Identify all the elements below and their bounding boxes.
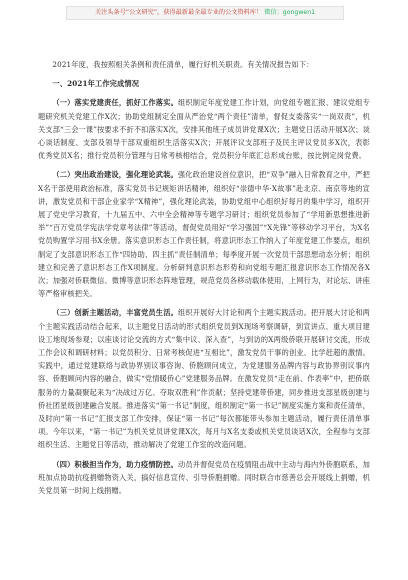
section-heading: 一、2021年工作完成情况 <box>52 79 140 89</box>
item-paragraph <box>38 96 370 162</box>
item-body: 组织开展好大讨论和两个主题实践活动。把开展大讨论和两个主题实践活动结合起来，以主题党日活动的形式组织党员到X现场考察调研，到宣讲点、重大项目建设工地现场参观；以座谈讨论交流的方式“集中议、深入查”，与到访的X两级侨联开展研讨交流，形成工作会议和调研材料；以党员积分、日常考核促进“互相比”，激发党员干事的创业、比学赶超的激情。实践中，通过党建联络与政协界别议事咨询、侨胞顾问成立，为党建服务品牌内容与政协界别议事内容、侨胞顾问内容的融合，做实“党情暖侨心”党建服务品牌。在激发党员“走在前、作表率”中，把侨联服务的力量凝聚起来为“决战过万亿、夺取双胜利”作贡献；坚持党建带侨建，同步推进支部星级创建与侨社团星级创建融合发展。推进落实“第一书记”制度，组织制定“第一书记”制度实施方案和责任清单，及时向“第一书记”汇报支部工作安排，保证“第一书记”每次都能带头参加主题活动，履行责任清单事项。今年以来，“第一书记”为机关党员讲党课X次，每月与X名支委或机关党员谈话X次，全程参与支部组织生活、主题党日等活动，推动解决了党建工作室的改造问题。 <box>38 308 370 450</box>
banner-wechat: 微信：gongwen1 <box>264 9 316 16</box>
intro-paragraph: 2021年度，我按照相关条例和责任清单，履行好机关职责。有关情况报告如下： <box>52 60 314 69</box>
item-title: （三）创新主题活动，丰富党员生活。 <box>52 308 178 318</box>
item-body: 动员并督促党员在疫情阻击战中主动与海内外侨胞联系，加班加点协助抗疫捐赠物资入关，搞好信息宣传、引导侨胞捐赠。同时联合市慈善总会开展线上捐赠，机关党员第一时间上线捐赠。 <box>38 459 370 496</box>
top-banner[interactable] <box>66 6 344 20</box>
item-body: 强化政治建设首位意识，把“双争”融入日常教育之中，严把X名干部使用政治标准，落实党员书记规矩讲话精神，组织好“崇德中华·X故事”赴北京、南京等地的宣讲，激发党员和干部企业家学“X精神”，强化理论武装，协助党组中心组织好每月的集中学习，组织开展了党史学习教育，十九届五中、六中全会精神等专题学习研讨；组织党员参加了“学用新思想推进新举”“百万党员学宪法学党章考法律”等活动，督促党员用好“学习强国”“X先锋”等移动学习平台，为X名党员购置学习用书X余册。落实意识形态工作责任制，将意识形态工作纳入了年度党建工作要点，组织制定了支部意识形态工作“四协助、四主抓”责任制清单；每季度开展一次党员干部思想动态分析；组织建立和完善了意识形态工作X项制度。分析研判意识形态形势和向党组专题汇报意识形态工作情况各X次；加强对侨联微信、微博等意识形态阵地管理，规范党员各移动载体使用，上网行为，对论坛、讲座等严格审核把关。 <box>38 170 370 299</box>
item-title: （一）落实党建责任，抓好工作落实。 <box>52 98 178 108</box>
item-paragraph <box>38 458 370 498</box>
banner-notice: 关注头条号“公文研究”，获得最新最全最专业的公文资料库！ <box>94 9 263 16</box>
item-paragraph <box>38 168 370 300</box>
item-title: （二）突出政治建设，强化理论武装。 <box>52 170 178 180</box>
document-body <box>38 58 370 497</box>
item-title: （四）积极担当作为，助力疫情防控。 <box>52 459 178 469</box>
item-body: 组织制定年度党建工作计划，向党组专题汇报、建议党组专题研究机关党建工作X次；协助党组制定全面从严治党“两个责任”清单，督促支委落实“一岗双责”，机关支部“三会一课”按要求不折不扣落实X次，安排其他班子成员讲党课X次；主题党日活动开展X次；谈心谈话制度、支部及领导干部双重组织生活落实X次；开展评议支部班子及民主评议党员多X次，表彰优秀党员X名；推行党员积分管理与日常考核相结合，党员积分年底汇总形成台账，按比例定岗党费。 <box>38 98 370 161</box>
item-paragraph <box>38 306 370 451</box>
